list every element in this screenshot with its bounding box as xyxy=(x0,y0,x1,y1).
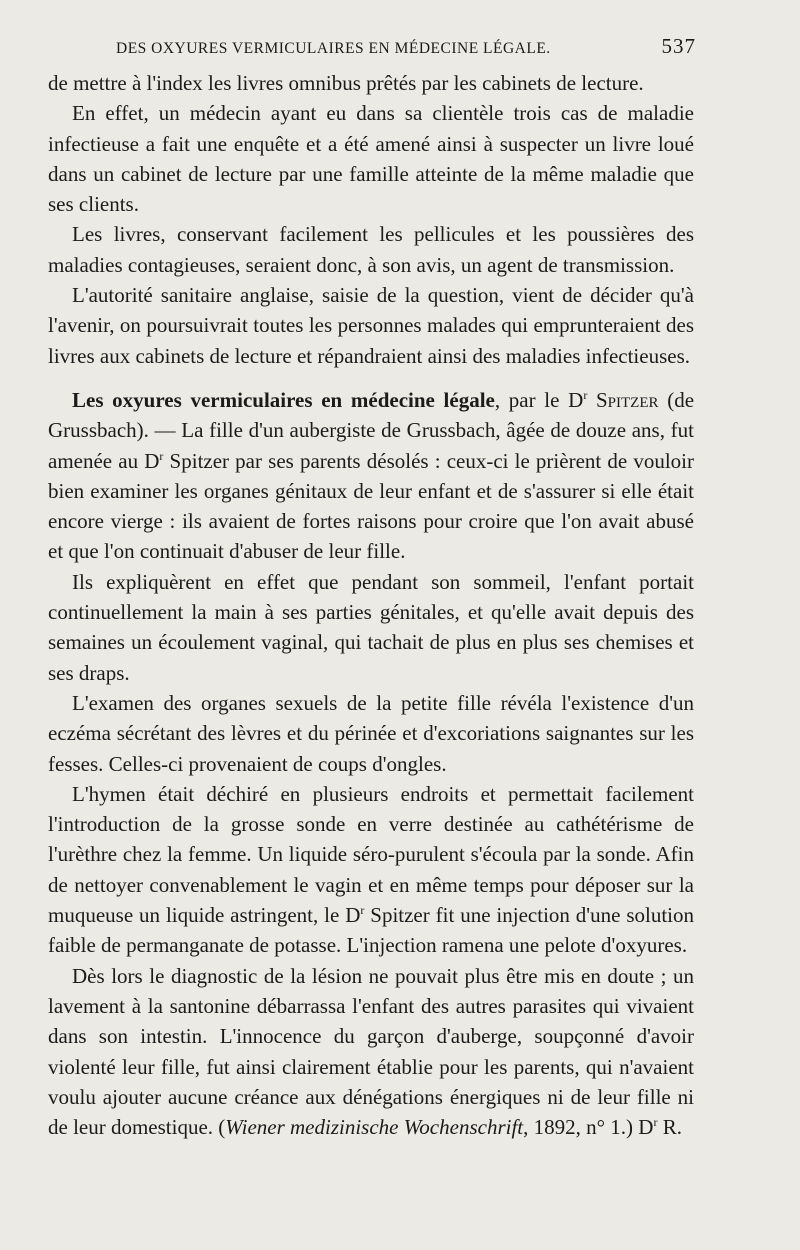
text-run: Spitzer par ses parents désolés : ceux-ci le prièrent de vouloir bien examiner les organes génitaux de leur enfant et de s'assurer si elle était encore vierge : ils avaient de fortes raisons pour croire que l'on avait abusé et que l'on continuait d'abuser de leur fille. xyxy=(48,448,695,564)
text-run: , 1892, n° 1.) D xyxy=(523,1115,654,1140)
text-run: L'hymen était déchiré en plusieurs endroits et permettait facilement l'introduction de la grosse sonde en verre destinée au cathétérisme de l'urèthre chez la femme. Un liquide séro-purulent s'écoula par la sonde. Afin de nettoyer convenablement le vagin et en même temps pour déposer sur la muqueuse un liquide astringent, le D xyxy=(48,781,694,928)
page-number: 537 xyxy=(661,34,696,58)
paragraph: Ils expliquèrent en effet que pendant son sommeil, l'enfant portait continuellement la main à ses parties génitales, et qu'elle avait depuis des semaines un écoulement vaginal, qui tachait de plus en plus ses chemises et ses draps. xyxy=(48,569,694,685)
paragraph xyxy=(48,961,694,1143)
superscript: r xyxy=(159,448,164,463)
paragraph: Les livres, conservant facilement les pellicules et les poussières des maladies contagieuses, seraient donc, à son avis, un agent de transmission. xyxy=(48,222,694,277)
superscript: r xyxy=(583,387,588,402)
text-run: , par le D xyxy=(494,387,584,412)
superscript: r xyxy=(360,903,365,918)
superscript: r xyxy=(653,1115,658,1130)
paragraph xyxy=(48,779,694,961)
paragraph: L'autorité sanitaire anglaise, saisie de la question, vient de décider qu'à l'avenir, on poursuivrait toutes les personnes malades qui emprunteraient des livres aux cabinets de lecture et répandraient ainsi des maladies infectieuses. xyxy=(48,283,694,368)
text-run: Dès lors le diagnostic de la lésion ne pouvait plus être mis en doute ; un lavement à la santonine débarrassa l'enfant des autres parasites qui vivaient dans son intestin. L'innocence du garçon d'auberge, soupçonné d'avoir violenté leur fille, fut ainsi clairement établie pour les parents, qui n'avaient voulu ajouter aucune créance aux dénégations énergiques ni de leur fille ni de leur domestique. ( xyxy=(48,963,694,1140)
paragraph: L'examen des organes sexuels de la petite fille révéla l'existence d'un eczéma sécrétant des lèvres et du périnée et d'excoriations saignantes sur les fesses. Celles-ci provenaient de coups d'ongles. xyxy=(48,690,694,776)
author-name: Spitzer xyxy=(596,387,659,412)
text-run: R. xyxy=(657,1115,682,1140)
running-title: DES OXYURES VERMICULAIRES EN MÉDECINE LÉGALE. xyxy=(116,40,551,57)
paragraph: de mettre à l'index les livres omnibus prêtés par les cabinets de lecture. xyxy=(48,71,644,95)
article-paragraph xyxy=(48,385,694,567)
running-header xyxy=(116,34,696,59)
body-text xyxy=(48,68,694,1142)
text-run: Spitzer fit une injection d'une solution faible de permanganate de potasse. L'injection ramena une pelote d'oxyures. xyxy=(48,903,694,958)
text-run: (de Grussbach). — La fille d'un aubergiste de Grussbach, âgée de douze ans, fut amenée au D xyxy=(48,387,695,473)
article-title: Les oxyures vermiculaires en médecine légale xyxy=(72,387,495,412)
journal-title: Wiener medizinische Wochenschrift xyxy=(225,1115,524,1140)
paragraph: En effet, un médecin ayant eu dans sa clientèle trois cas de maladie infectieuse a fait une enquête et a été amené ainsi à suspecter un livre loué dans un cabinet de lecture par une famille atteinte de la même maladie que ses clients. xyxy=(48,101,694,217)
